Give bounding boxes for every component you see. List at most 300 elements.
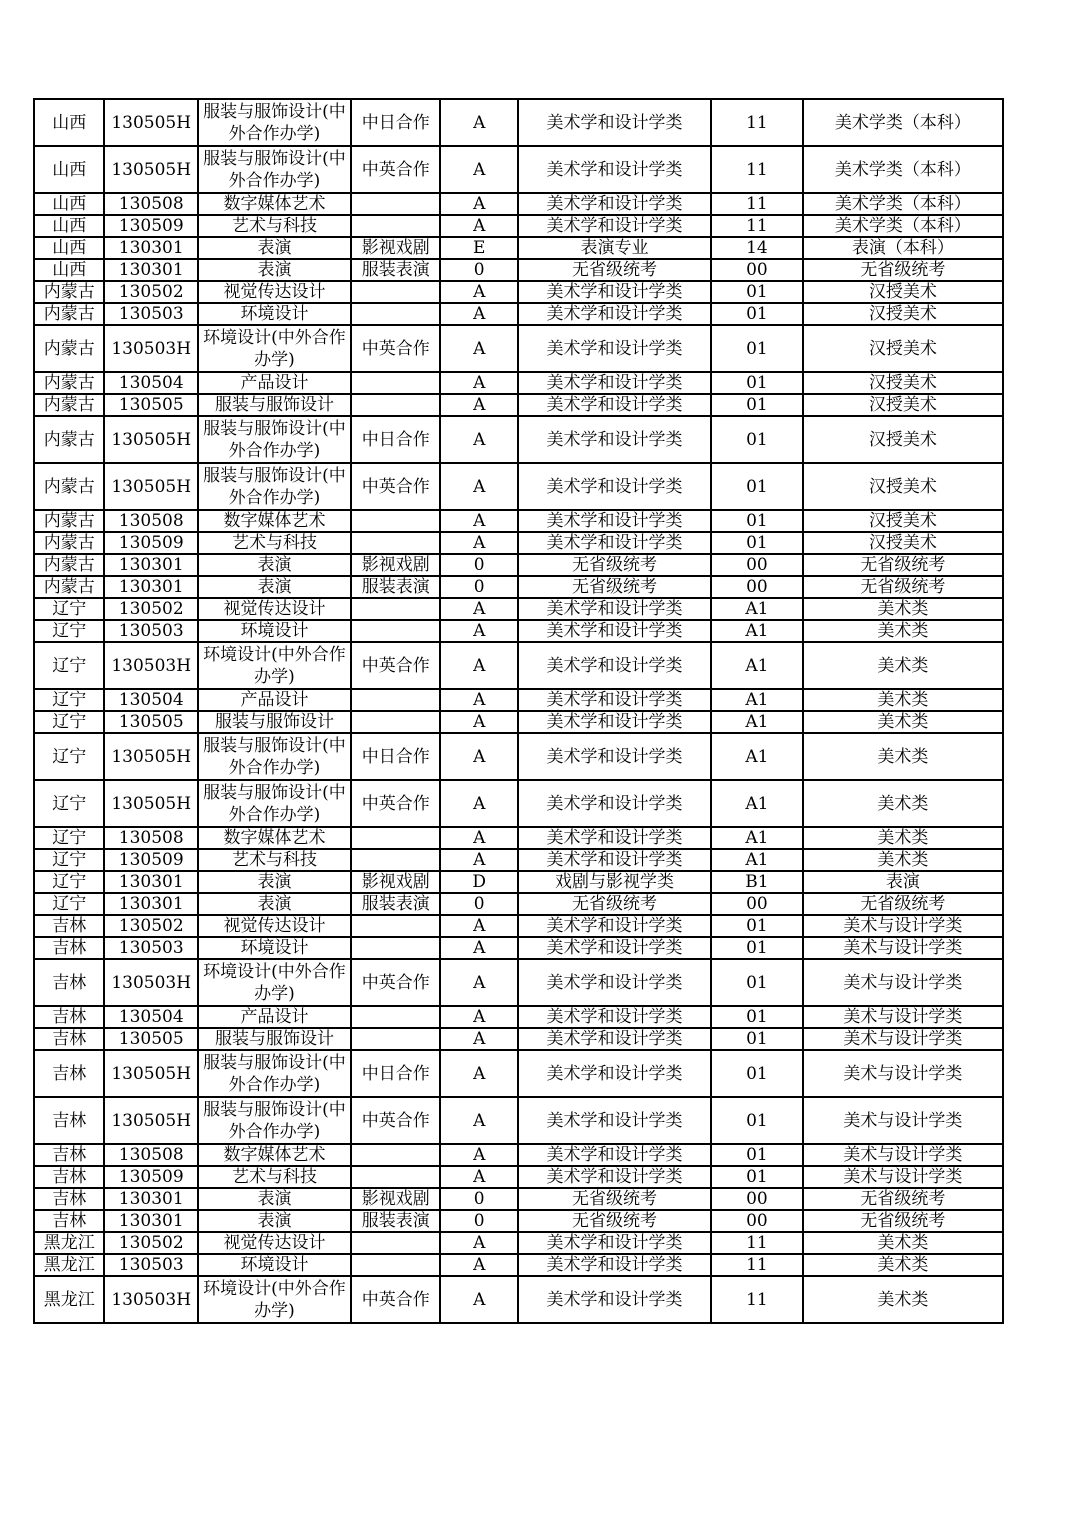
category-cell: 美术学和设计学类: [518, 1254, 711, 1276]
category-code-cell: 00: [711, 554, 803, 576]
type-cell: A: [440, 1006, 517, 1028]
province-cell: 吉林: [34, 1028, 104, 1050]
category-cell: 美术学和设计学类: [518, 394, 711, 416]
major-cell: 表演: [198, 554, 351, 576]
category-code-cell: 11: [711, 215, 803, 237]
province-cell: 黑龙江: [34, 1232, 104, 1254]
province-cell: 山西: [34, 193, 104, 215]
major-cell: 服装与服饰设计: [198, 1028, 351, 1050]
category-code-cell: 01: [711, 463, 803, 510]
category-cell: 戏剧与影视学类: [518, 871, 711, 893]
code-cell: 130505H: [104, 1050, 198, 1097]
exam-cell: 美术类: [803, 780, 1003, 827]
table-row: [34, 463, 1003, 510]
direction-cell: [351, 827, 441, 849]
exam-cell: 美术与设计学类: [803, 959, 1003, 1006]
type-cell: A: [440, 620, 517, 642]
exam-cell: 美术类: [803, 1254, 1003, 1276]
code-cell: 130509: [104, 1166, 198, 1188]
major-cell: 环境设计(中外合作办学): [198, 1276, 351, 1323]
province-cell: 辽宁: [34, 689, 104, 711]
major-cell: 数字媒体艺术: [198, 827, 351, 849]
major-cell: 数字媒体艺术: [198, 1144, 351, 1166]
table-row: [34, 689, 1003, 711]
province-cell: 内蒙古: [34, 325, 104, 372]
exam-cell: 美术学类（本科）: [803, 215, 1003, 237]
category-code-cell: 11: [711, 1232, 803, 1254]
table-row: [34, 372, 1003, 394]
category-code-cell: A1: [711, 849, 803, 871]
category-cell: 美术学和设计学类: [518, 303, 711, 325]
category-code-cell: 01: [711, 372, 803, 394]
code-cell: 130503H: [104, 325, 198, 372]
direction-cell: 中英合作: [351, 959, 441, 1006]
direction-cell: [351, 1254, 441, 1276]
category-cell: 无省级统考: [518, 1210, 711, 1232]
category-code-cell: 01: [711, 1166, 803, 1188]
category-cell: 美术学和设计学类: [518, 689, 711, 711]
category-code-cell: 01: [711, 416, 803, 463]
category-cell: 美术学和设计学类: [518, 193, 711, 215]
table-row: [34, 711, 1003, 733]
exam-cell: 美术类: [803, 642, 1003, 689]
type-cell: A: [440, 193, 517, 215]
exam-cell: 美术类: [803, 733, 1003, 780]
major-cell: 服装与服饰设计(中外合作办学): [198, 463, 351, 510]
type-cell: A: [440, 1276, 517, 1323]
type-cell: A: [440, 1028, 517, 1050]
category-code-cell: 11: [711, 1276, 803, 1323]
type-cell: A: [440, 303, 517, 325]
table-row: [34, 871, 1003, 893]
category-cell: 美术学和设计学类: [518, 1050, 711, 1097]
table-row: [34, 827, 1003, 849]
exam-cell: 美术与设计学类: [803, 1166, 1003, 1188]
code-cell: 130504: [104, 689, 198, 711]
code-cell: 130301: [104, 893, 198, 915]
province-cell: 山西: [34, 146, 104, 193]
category-cell: 表演专业: [518, 237, 711, 259]
category-code-cell: 01: [711, 1006, 803, 1028]
major-cell: 环境设计: [198, 1254, 351, 1276]
major-cell: 表演: [198, 1188, 351, 1210]
exam-cell: 无省级统考: [803, 259, 1003, 281]
code-cell: 130301: [104, 1210, 198, 1232]
direction-cell: [351, 915, 441, 937]
province-cell: 内蒙古: [34, 576, 104, 598]
category-cell: 美术学和设计学类: [518, 620, 711, 642]
category-cell: 美术学和设计学类: [518, 849, 711, 871]
exam-cell: 美术与设计学类: [803, 1097, 1003, 1144]
direction-cell: 服装表演: [351, 576, 441, 598]
direction-cell: [351, 193, 441, 215]
table-row: [34, 394, 1003, 416]
type-cell: A: [440, 642, 517, 689]
table-row: [34, 99, 1003, 146]
exam-cell: 美术类: [803, 711, 1003, 733]
type-cell: A: [440, 1254, 517, 1276]
exam-cell: 美术学类（本科）: [803, 99, 1003, 146]
category-code-cell: 01: [711, 1028, 803, 1050]
province-cell: 内蒙古: [34, 281, 104, 303]
table-row: [34, 576, 1003, 598]
exam-cell: 美术与设计学类: [803, 1144, 1003, 1166]
direction-cell: [351, 1028, 441, 1050]
type-cell: A: [440, 325, 517, 372]
exam-cell: 美术类: [803, 598, 1003, 620]
category-code-cell: 00: [711, 576, 803, 598]
category-cell: 美术学和设计学类: [518, 827, 711, 849]
table-row: [34, 193, 1003, 215]
type-cell: A: [440, 689, 517, 711]
category-code-cell: 00: [711, 259, 803, 281]
province-cell: 内蒙古: [34, 532, 104, 554]
major-cell: 环境设计(中外合作办学): [198, 959, 351, 1006]
major-cell: 环境设计: [198, 620, 351, 642]
category-code-cell: 00: [711, 893, 803, 915]
category-cell: 美术学和设计学类: [518, 99, 711, 146]
province-cell: 吉林: [34, 1097, 104, 1144]
category-cell: 美术学和设计学类: [518, 463, 711, 510]
table-row: [34, 146, 1003, 193]
code-cell: 130502: [104, 281, 198, 303]
code-cell: 130508: [104, 1144, 198, 1166]
table-row: [34, 959, 1003, 1006]
exam-cell: 表演（本科）: [803, 237, 1003, 259]
direction-cell: [351, 711, 441, 733]
category-code-cell: 01: [711, 959, 803, 1006]
exam-cell: 美术学类（本科）: [803, 193, 1003, 215]
type-cell: A: [440, 827, 517, 849]
table-row: [34, 598, 1003, 620]
code-cell: 130505H: [104, 780, 198, 827]
category-cell: 美术学和设计学类: [518, 711, 711, 733]
type-cell: 0: [440, 893, 517, 915]
type-cell: 0: [440, 259, 517, 281]
code-cell: 130503: [104, 620, 198, 642]
major-cell: 艺术与科技: [198, 532, 351, 554]
province-cell: 内蒙古: [34, 510, 104, 532]
category-code-cell: 11: [711, 146, 803, 193]
category-code-cell: 01: [711, 1144, 803, 1166]
table-row: [34, 259, 1003, 281]
category-cell: 美术学和设计学类: [518, 146, 711, 193]
table-row: [34, 1276, 1003, 1323]
category-cell: 美术学和设计学类: [518, 915, 711, 937]
category-code-cell: 01: [711, 915, 803, 937]
direction-cell: 中英合作: [351, 1097, 441, 1144]
admission-table: [33, 98, 1004, 1324]
exam-cell: 美术类: [803, 849, 1003, 871]
province-cell: 山西: [34, 237, 104, 259]
major-cell: 艺术与科技: [198, 849, 351, 871]
table-row: [34, 1232, 1003, 1254]
category-cell: 美术学和设计学类: [518, 325, 711, 372]
category-cell: 美术学和设计学类: [518, 780, 711, 827]
table-row: [34, 733, 1003, 780]
category-cell: 美术学和设计学类: [518, 1276, 711, 1323]
exam-cell: 美术与设计学类: [803, 915, 1003, 937]
table-row: [34, 1050, 1003, 1097]
type-cell: A: [440, 1166, 517, 1188]
type-cell: A: [440, 1050, 517, 1097]
code-cell: 130301: [104, 259, 198, 281]
direction-cell: [351, 598, 441, 620]
type-cell: A: [440, 598, 517, 620]
province-cell: 吉林: [34, 1210, 104, 1232]
category-code-cell: A1: [711, 780, 803, 827]
province-cell: 辽宁: [34, 598, 104, 620]
table-row: [34, 237, 1003, 259]
major-cell: 艺术与科技: [198, 1166, 351, 1188]
exam-cell: 汉授美术: [803, 372, 1003, 394]
province-cell: 辽宁: [34, 711, 104, 733]
exam-cell: 无省级统考: [803, 893, 1003, 915]
category-cell: 美术学和设计学类: [518, 642, 711, 689]
exam-cell: 美术类: [803, 1232, 1003, 1254]
category-code-cell: 11: [711, 99, 803, 146]
category-cell: 无省级统考: [518, 1188, 711, 1210]
major-cell: 环境设计(中外合作办学): [198, 325, 351, 372]
major-cell: 服装与服饰设计(中外合作办学): [198, 99, 351, 146]
category-cell: 美术学和设计学类: [518, 532, 711, 554]
category-code-cell: 00: [711, 1188, 803, 1210]
table-row: [34, 1254, 1003, 1276]
table-row: [34, 1188, 1003, 1210]
direction-cell: [351, 510, 441, 532]
major-cell: 服装与服饰设计(中外合作办学): [198, 780, 351, 827]
major-cell: 视觉传达设计: [198, 1232, 351, 1254]
code-cell: 130301: [104, 1188, 198, 1210]
major-cell: 表演: [198, 259, 351, 281]
major-cell: 环境设计(中外合作办学): [198, 642, 351, 689]
table-row: [34, 780, 1003, 827]
province-cell: 内蒙古: [34, 554, 104, 576]
category-code-cell: 11: [711, 1254, 803, 1276]
table-row: [34, 893, 1003, 915]
province-cell: 吉林: [34, 937, 104, 959]
direction-cell: [351, 1166, 441, 1188]
code-cell: 130301: [104, 554, 198, 576]
direction-cell: [351, 937, 441, 959]
category-cell: 无省级统考: [518, 554, 711, 576]
code-cell: 130502: [104, 1232, 198, 1254]
province-cell: 辽宁: [34, 849, 104, 871]
code-cell: 130505H: [104, 463, 198, 510]
direction-cell: 影视戏剧: [351, 554, 441, 576]
table-row: [34, 416, 1003, 463]
type-cell: 0: [440, 554, 517, 576]
category-cell: 美术学和设计学类: [518, 1097, 711, 1144]
major-cell: 服装与服饰设计: [198, 394, 351, 416]
category-code-cell: 01: [711, 281, 803, 303]
province-cell: 辽宁: [34, 733, 104, 780]
type-cell: A: [440, 849, 517, 871]
code-cell: 130502: [104, 598, 198, 620]
direction-cell: [351, 620, 441, 642]
exam-cell: 美术类: [803, 689, 1003, 711]
code-cell: 130503H: [104, 959, 198, 1006]
major-cell: 数字媒体艺术: [198, 193, 351, 215]
major-cell: 服装与服饰设计: [198, 711, 351, 733]
major-cell: 产品设计: [198, 689, 351, 711]
code-cell: 130502: [104, 915, 198, 937]
direction-cell: 中英合作: [351, 780, 441, 827]
category-cell: 美术学和设计学类: [518, 937, 711, 959]
type-cell: A: [440, 281, 517, 303]
major-cell: 表演: [198, 237, 351, 259]
category-cell: 美术学和设计学类: [518, 215, 711, 237]
province-cell: 吉林: [34, 959, 104, 1006]
direction-cell: [351, 215, 441, 237]
code-cell: 130301: [104, 237, 198, 259]
category-cell: 美术学和设计学类: [518, 281, 711, 303]
type-cell: A: [440, 733, 517, 780]
major-cell: 服装与服饰设计(中外合作办学): [198, 1097, 351, 1144]
table-row: [34, 1097, 1003, 1144]
category-code-cell: A1: [711, 827, 803, 849]
major-cell: 视觉传达设计: [198, 281, 351, 303]
table-row: [34, 915, 1003, 937]
type-cell: A: [440, 394, 517, 416]
type-cell: 0: [440, 1188, 517, 1210]
direction-cell: [351, 1144, 441, 1166]
direction-cell: 中日合作: [351, 416, 441, 463]
direction-cell: 中日合作: [351, 1050, 441, 1097]
province-cell: 吉林: [34, 1144, 104, 1166]
exam-cell: 汉授美术: [803, 416, 1003, 463]
province-cell: 内蒙古: [34, 372, 104, 394]
direction-cell: 影视戏剧: [351, 237, 441, 259]
category-cell: 美术学和设计学类: [518, 1144, 711, 1166]
major-cell: 表演: [198, 576, 351, 598]
category-code-cell: 01: [711, 937, 803, 959]
province-cell: 吉林: [34, 1050, 104, 1097]
table-row: [34, 620, 1003, 642]
exam-cell: 美术与设计学类: [803, 937, 1003, 959]
code-cell: 130503H: [104, 642, 198, 689]
table-body: [34, 99, 1003, 1323]
table-row: [34, 532, 1003, 554]
province-cell: 山西: [34, 259, 104, 281]
province-cell: 吉林: [34, 1006, 104, 1028]
direction-cell: [351, 394, 441, 416]
type-cell: A: [440, 372, 517, 394]
table-row: [34, 510, 1003, 532]
table-row: [34, 325, 1003, 372]
table-row: [34, 1144, 1003, 1166]
category-cell: 美术学和设计学类: [518, 1006, 711, 1028]
table-row: [34, 642, 1003, 689]
code-cell: 130503: [104, 937, 198, 959]
direction-cell: 服装表演: [351, 893, 441, 915]
code-cell: 130504: [104, 1006, 198, 1028]
exam-cell: 汉授美术: [803, 394, 1003, 416]
category-cell: 美术学和设计学类: [518, 1166, 711, 1188]
code-cell: 130508: [104, 827, 198, 849]
exam-cell: 美术与设计学类: [803, 1006, 1003, 1028]
province-cell: 山西: [34, 99, 104, 146]
category-code-cell: A1: [711, 598, 803, 620]
code-cell: 130503: [104, 303, 198, 325]
major-cell: 服装与服饰设计(中外合作办学): [198, 416, 351, 463]
code-cell: 130508: [104, 510, 198, 532]
category-cell: 美术学和设计学类: [518, 959, 711, 1006]
category-code-cell: A1: [711, 733, 803, 780]
province-cell: 辽宁: [34, 642, 104, 689]
major-cell: 表演: [198, 1210, 351, 1232]
exam-cell: 无省级统考: [803, 1188, 1003, 1210]
direction-cell: [351, 849, 441, 871]
type-cell: D: [440, 871, 517, 893]
category-code-cell: A1: [711, 620, 803, 642]
category-code-cell: 01: [711, 532, 803, 554]
table-row: [34, 1006, 1003, 1028]
province-cell: 黑龙江: [34, 1276, 104, 1323]
direction-cell: 服装表演: [351, 259, 441, 281]
category-cell: 美术学和设计学类: [518, 1028, 711, 1050]
table-row: [34, 281, 1003, 303]
province-cell: 辽宁: [34, 827, 104, 849]
code-cell: 130505H: [104, 1097, 198, 1144]
code-cell: 130503H: [104, 1276, 198, 1323]
major-cell: 环境设计: [198, 303, 351, 325]
code-cell: 130505H: [104, 99, 198, 146]
direction-cell: 中英合作: [351, 642, 441, 689]
code-cell: 130505: [104, 711, 198, 733]
province-cell: 山西: [34, 215, 104, 237]
type-cell: E: [440, 237, 517, 259]
exam-cell: 汉授美术: [803, 281, 1003, 303]
category-code-cell: 01: [711, 510, 803, 532]
exam-cell: 美术与设计学类: [803, 1050, 1003, 1097]
type-cell: A: [440, 146, 517, 193]
province-cell: 辽宁: [34, 893, 104, 915]
major-cell: 艺术与科技: [198, 215, 351, 237]
major-cell: 服装与服饰设计(中外合作办学): [198, 146, 351, 193]
exam-cell: 美术学类（本科）: [803, 146, 1003, 193]
type-cell: A: [440, 1097, 517, 1144]
exam-cell: 汉授美术: [803, 325, 1003, 372]
table-row: [34, 1028, 1003, 1050]
category-code-cell: 11: [711, 193, 803, 215]
major-cell: 数字媒体艺术: [198, 510, 351, 532]
province-cell: 吉林: [34, 915, 104, 937]
major-cell: 产品设计: [198, 372, 351, 394]
type-cell: A: [440, 215, 517, 237]
code-cell: 130508: [104, 193, 198, 215]
direction-cell: 中日合作: [351, 99, 441, 146]
exam-cell: 美术类: [803, 827, 1003, 849]
category-code-cell: 01: [711, 325, 803, 372]
major-cell: 视觉传达设计: [198, 598, 351, 620]
type-cell: 0: [440, 1210, 517, 1232]
direction-cell: 中英合作: [351, 1276, 441, 1323]
direction-cell: [351, 1232, 441, 1254]
table-row: [34, 1166, 1003, 1188]
category-cell: 美术学和设计学类: [518, 1232, 711, 1254]
exam-cell: 汉授美术: [803, 303, 1003, 325]
province-cell: 内蒙古: [34, 416, 104, 463]
code-cell: 130509: [104, 532, 198, 554]
code-cell: 130505: [104, 394, 198, 416]
category-code-cell: A1: [711, 642, 803, 689]
direction-cell: [351, 532, 441, 554]
category-cell: 美术学和设计学类: [518, 416, 711, 463]
exam-cell: 表演: [803, 871, 1003, 893]
type-cell: A: [440, 1144, 517, 1166]
category-code-cell: 01: [711, 1050, 803, 1097]
